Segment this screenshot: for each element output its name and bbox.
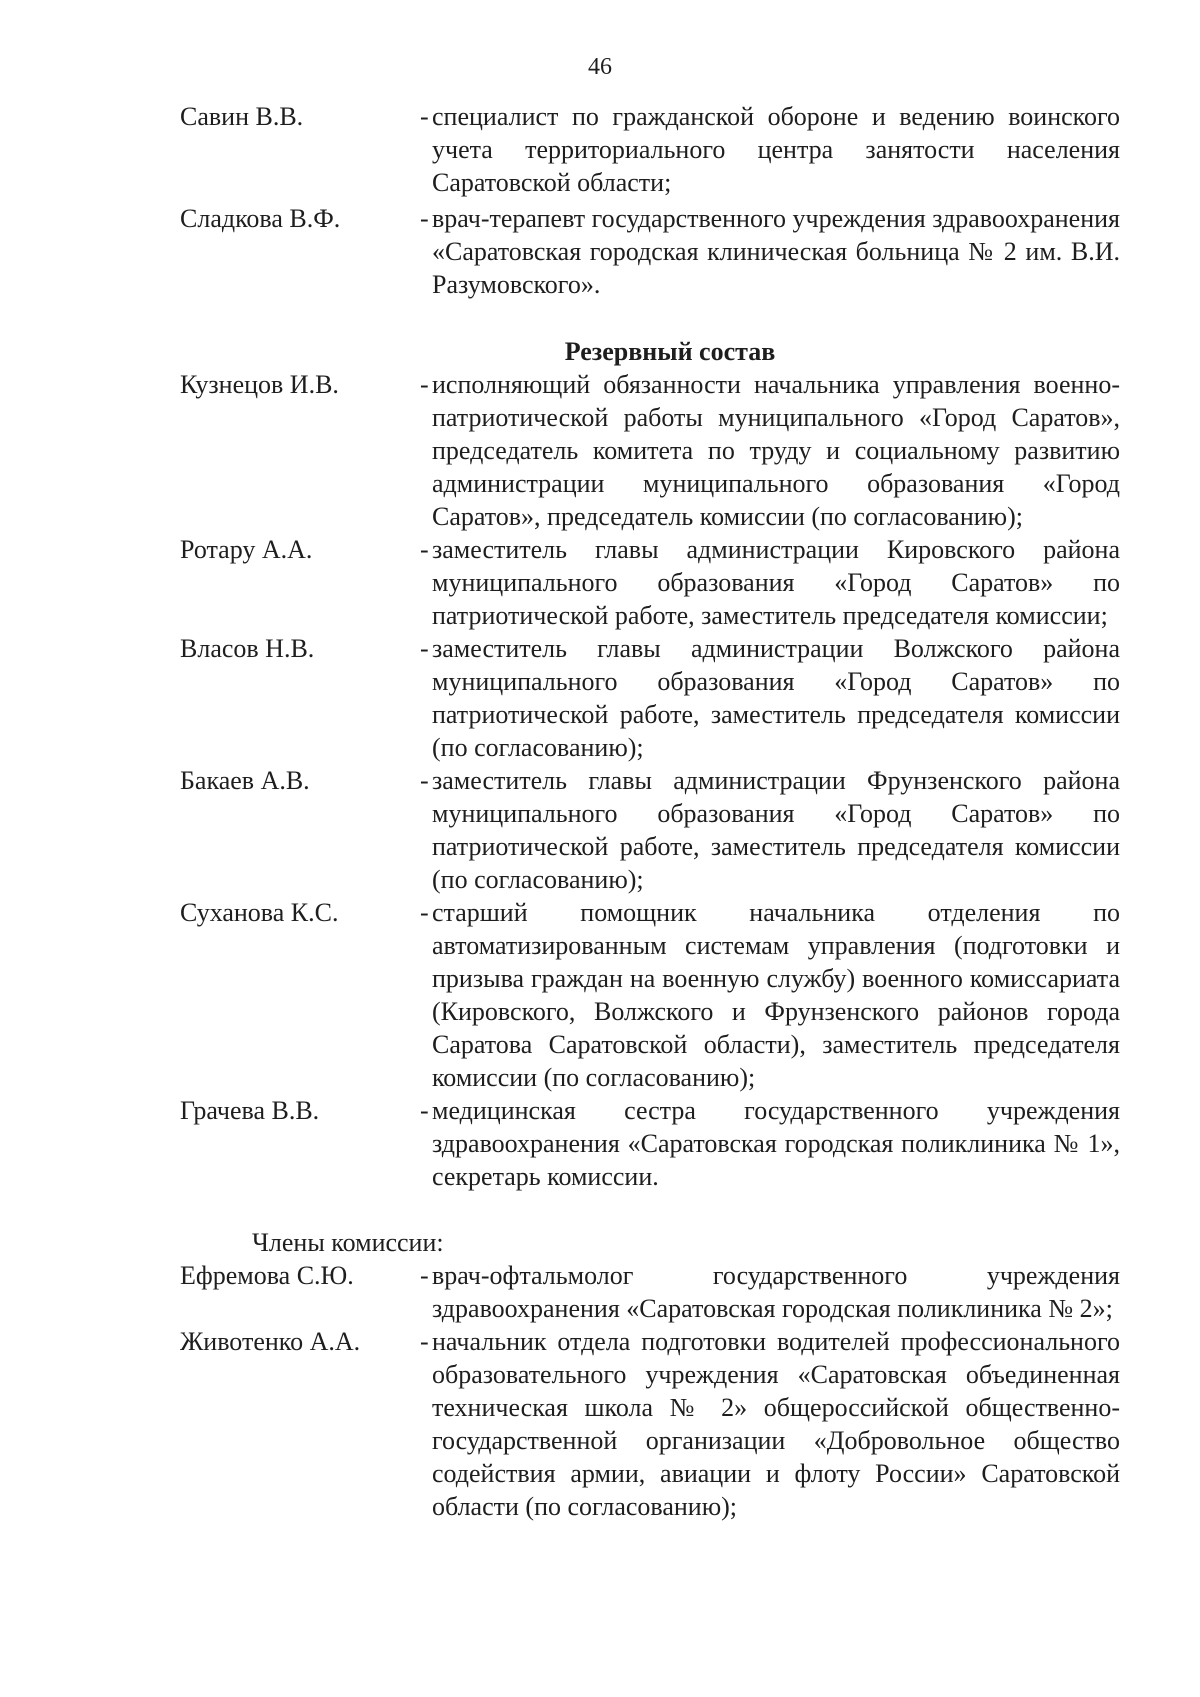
person-name: Власов Н.В. [180, 634, 315, 663]
dash: - [420, 1327, 429, 1356]
dash: - [420, 1096, 429, 1125]
person-position: заместитель главы администрации Фрунзенского района муниципального образования «Город Саратов» по патриотической работе, заместитель председателя комиссии (по согласованию); [432, 766, 1120, 894]
list-item [180, 368, 1120, 533]
person-name: Суханова К.С. [180, 898, 339, 927]
person-name: Савин В.В. [180, 102, 304, 131]
list-item [180, 764, 1120, 896]
person-name: Кузнецов И.В. [180, 370, 339, 399]
list-item [180, 632, 1120, 764]
dash: - [420, 898, 429, 927]
person-position: медицинская сестра государственного учреждения здравоохранения «Саратовская городская поликлиника № 1», секретарь комиссии. [432, 1096, 1120, 1191]
dash: - [420, 370, 429, 399]
page-number: 46 [588, 54, 612, 80]
dash: - [420, 102, 429, 131]
person-position: заместитель главы администрации Волжского района муниципального образования «Город Саратов» по патриотической работе, заместитель председателя комиссии (по согласованию); [432, 634, 1120, 762]
list-item [180, 533, 1120, 632]
dash: - [420, 1261, 429, 1290]
dash: - [420, 204, 429, 233]
list-item [180, 896, 1120, 1094]
person-name: Животенко А.А. [180, 1327, 361, 1356]
document-body [180, 100, 1120, 1523]
list-item [180, 100, 1120, 199]
members-heading: Члены комиссии: [252, 1228, 444, 1257]
person-position: врач-офтальмолог государственного учреждения здравоохранения «Саратовская городская поликлиника № 2»; [432, 1261, 1120, 1323]
dash: - [420, 535, 429, 564]
person-name: Ефремова С.Ю. [180, 1261, 354, 1290]
person-position: заместитель главы администрации Кировского района муниципального образования «Город Саратов» по патриотической работе, заместитель председателя комиссии; [432, 535, 1120, 630]
list-item [180, 1094, 1120, 1193]
person-name: Сладкова В.Ф. [180, 204, 341, 233]
person-position: исполняющий обязанности начальника управления военно-патриотической работы муниципального «Город Саратов», председатель комитета по труду и социальному развитию администрации муниципального образования «Город Саратов», председатель комиссии (по согласованию); [432, 370, 1120, 531]
section-title: Резервный состав [564, 337, 776, 366]
person-position: врач-терапевт государственного учреждения здравоохранения «Саратовская городская клиническая больница № 2 им. В.И. Разумовского». [432, 204, 1120, 299]
person-position: старший помощник начальника отделения по автоматизированным системам управления (подготовки и призыва граждан на военную службу) военного комиссариата (Кировского, Волжского и Фрунзенского районов города Саратова Саратовской области), заместитель председателя комиссии (по согласованию); [432, 898, 1120, 1092]
dash: - [420, 766, 429, 795]
list-item [180, 1259, 1120, 1325]
person-name: Бакаев А.В. [180, 766, 310, 795]
person-name: Ротару А.А. [180, 535, 313, 564]
dash: - [420, 634, 429, 663]
person-position: начальник отдела подготовки водителей профессионального образовательного учреждения «Саратовская объединенная техническая школа № 2» общероссийской общественно-государственной организации «Добровольное общество содействия армии, авиации и флоту России» Саратовской области (по согласованию); [432, 1327, 1120, 1521]
person-position: специалист по гражданской обороне и ведению воинского учета территориального центра занятости населения Саратовской области; [432, 102, 1120, 197]
list-item [180, 1325, 1120, 1523]
list-item [180, 202, 1120, 301]
person-name: Грачева В.В. [180, 1096, 320, 1125]
